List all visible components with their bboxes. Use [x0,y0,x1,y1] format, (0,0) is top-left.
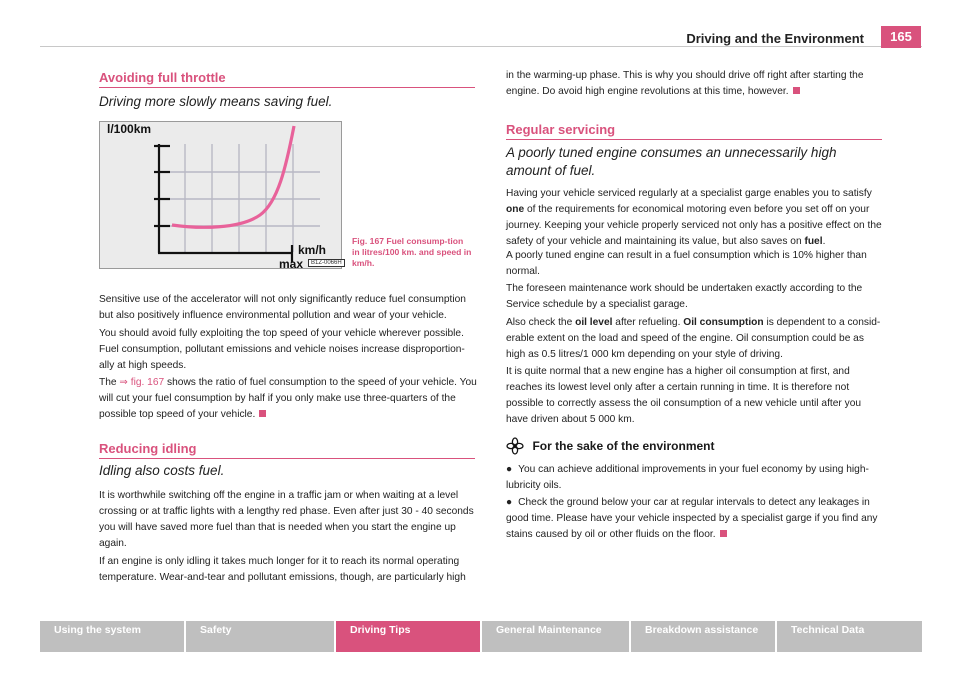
paragraph: A poorly tuned engine can result in a fuel consumption which is 10% higher than normal. [506,250,867,277]
heading-rule [99,458,475,459]
end-of-section-marker [793,87,800,94]
footer-navigation [40,621,922,652]
tab-technical-data[interactable]: Technical Data [777,621,922,652]
flower-environment-icon [506,437,524,455]
tab-driving-tips[interactable]: Driving Tips [336,621,480,652]
header-rule [40,46,922,47]
tab-breakdown-assistance[interactable]: Breakdown assistance [631,621,775,652]
paragraph: It is quite normal that a new engine has a higher oil consumption at first, and reaches its lowest level only after a certain running in time. It is therefore not possible to correctly assess the oil consumption of a new vehicle until after you have driven about 5 000 km. [506,366,862,425]
heading-rule [99,87,475,88]
bullet-icon: ● [506,497,513,508]
tab-general-maintenance[interactable]: General Maintenance [482,621,629,652]
paragraph: Having your vehicle serviced regularly at a specialist garge enables you to satisfy one of the requirements for economical motoring even before you set off on your journey. Keeping your vehicle properly serviced not only has a positive effect on the safety of your vehicle and maintaining its value, but also saves on fuel. [506,188,882,247]
subheading-poorly-tuned: A poorly tuned engine consumes an unnecessarily high amount of fuel. [506,145,837,178]
paragraph: in the warming-up phase. This is why you should drive off right after starting the engine. Do avoid high engine revolutions at this time, however. [506,70,864,97]
environment-note-heading [506,437,715,455]
x-axis-label: km/h [298,243,327,257]
heading-regular-servicing: Regular servicing [506,122,616,137]
paragraph: Sensitive use of the accelerator will not only significantly reduce fuel consumption but also positively influence environmental pollution and wear of your vehicle. [99,294,466,321]
page-number: 165 [881,26,921,48]
paragraph: It is worthwhile switching off the engine in a traffic jam or when waiting at a level crossing or at traffic lights with a lengthy red phase. Even after just 30 - 40 seconds you will have saved more fuel than that is needed when you start the engine up again. [99,490,474,549]
bullet-item: ● Check the ground below your car at regular intervals to detect any leakages in good time. Please have your vehicle inspected by a specialist garge if you find any stains caused by oil or other fluids on the floor. [506,497,878,540]
figure-caption: Fig. 167 Fuel consump-tion in litres/100 km. and speed in km/h. [352,236,472,268]
bullet-icon: ● [506,464,513,475]
heading-avoiding-full-throttle: Avoiding full throttle [99,70,226,85]
environment-heading: For the sake of the environment [532,439,715,454]
paragraph: The ⇒ fig. 167 shows the ratio of fuel consumption to the speed of your vehicle. You will cut your fuel consumption by half if you only make use three-quarters of the possible top speed of your vehicle. [99,377,477,420]
paragraph: The foreseen maintenance work should be undertaken exactly according to the Service schedule by a specialist garage. [506,283,863,310]
subheading-idling: Idling also costs fuel. [99,463,225,478]
figure-link[interactable]: ⇒ fig. 167 [119,377,165,388]
tab-safety[interactable]: Safety [186,621,334,652]
y-axis-label: l/100km [107,122,152,136]
max-label: max [279,257,304,271]
paragraph: If an engine is only idling it takes much longer for it to reach its normal operating temperature. Wear-and-tear and pollutant emissions, though, are particularly high [99,556,466,583]
end-of-section-marker [720,530,727,537]
heading-reducing-idling: Reducing idling [99,441,197,456]
paragraph: Also check the oil level after refueling. Oil consumption is dependent to a consid-erable extent on the load and speed of the engine. Oil consumption could be as high as 0.5 litres/1 000 km depending on your style of driving. [506,317,881,360]
subheading-driving-slowly: Driving more slowly means saving fuel. [99,94,333,109]
end-of-section-marker [259,410,266,417]
paragraph: You should avoid fully exploiting the top speed of your vehicle wherever possible. Fuel consumption, pollutant emissions and vehicle noises increase disproportion-ally at high speeds. [99,328,465,371]
chapter-title: Driving and the Environment [686,31,864,46]
heading-rule [506,139,882,140]
figure-code: B1Z-0066H [308,259,345,267]
tab-using-the-system[interactable]: Using the system [40,621,184,652]
bullet-item: ● You can achieve additional improvements in your fuel economy by using high-lubricity oils. [506,464,869,491]
